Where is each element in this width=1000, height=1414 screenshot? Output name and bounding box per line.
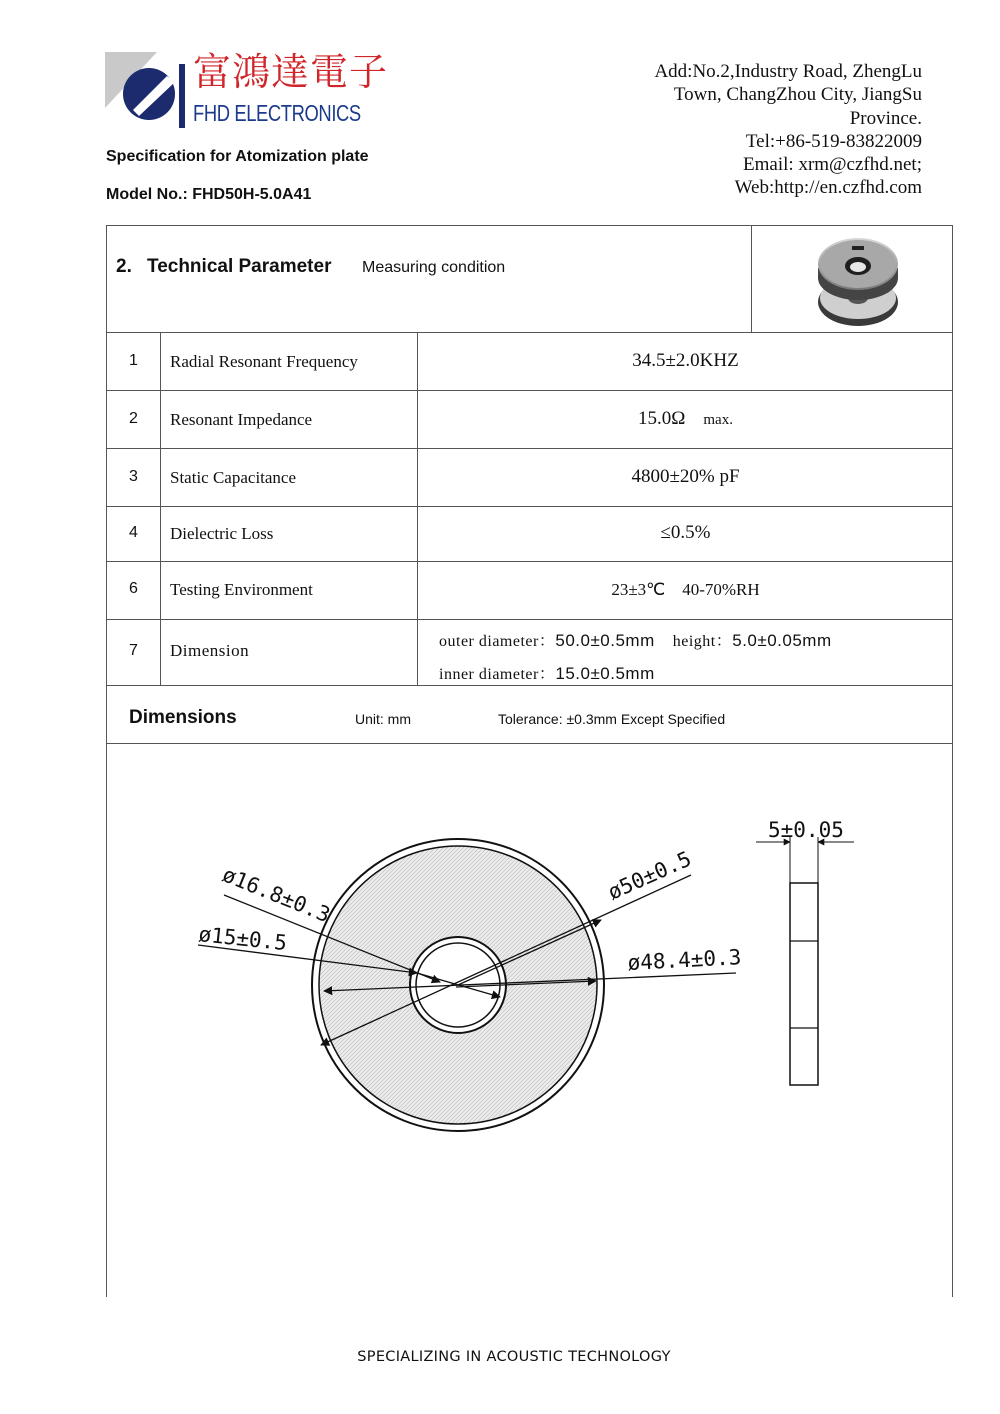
row-divider <box>107 448 952 449</box>
callout-thickness: 5±0.05 <box>768 818 844 842</box>
row-divider <box>107 506 952 507</box>
callout-d50: ø50±0.5 <box>604 846 695 905</box>
model-value: FHD50H-5.0A41 <box>192 186 312 203</box>
row-number: 3 <box>129 468 138 485</box>
param-label: Dielectric Loss <box>170 524 274 543</box>
email-line: Email: xrm@czfhd.net; <box>743 154 922 176</box>
param-label: Dimension <box>170 641 250 660</box>
row-divider <box>107 685 952 686</box>
callout-d16-8: ø16.8±0.3 <box>219 862 334 928</box>
col-divider <box>160 332 161 685</box>
address-line: Town, ChangZhou City, JiangSu <box>673 84 922 106</box>
phone-line: Tel:+86-519-83822009 <box>745 130 922 152</box>
row-number: 1 <box>129 352 138 369</box>
param-value: 4800±20% pF <box>631 466 740 487</box>
disc-side-view <box>756 837 854 1085</box>
company-name-en: FHD ELECTRONICS <box>193 100 361 126</box>
address-line: Province. <box>849 107 922 129</box>
row-number: 7 <box>129 642 138 659</box>
company-address <box>582 60 922 200</box>
param-label: Resonant Impedance <box>170 410 313 429</box>
row-number: 6 <box>129 580 138 597</box>
spec-title: Specification for Atomization plate <box>106 148 369 165</box>
technical-drawing <box>106 745 953 1301</box>
model-label: Model No.: <box>106 186 188 203</box>
row-divider <box>107 390 952 391</box>
row-divider <box>107 743 952 744</box>
web-line: Web:http://en.czfhd.com <box>734 177 922 199</box>
param-value: 23±3℃ 40-70%RH <box>611 580 760 599</box>
param-label: Testing Environment <box>170 580 313 599</box>
callout-d48-4: ø48.4±0.3 <box>627 945 742 975</box>
dimension-line-1: outer diameter：50.0±0.5mm height：5.0±0.05mm <box>439 631 832 650</box>
section-title: Technical Parameter <box>147 256 332 277</box>
dimensions-tolerance: Tolerance: ±0.3mm Except Specified <box>498 711 726 727</box>
row-number: 4 <box>129 524 138 541</box>
section-number: 2. <box>116 256 132 277</box>
footer-tagline: SPECIALIZING IN ACOUSTIC TECHNOLOGY <box>357 1349 671 1365</box>
company-logo <box>105 52 185 128</box>
dimensions-title: Dimensions <box>129 707 237 728</box>
param-suffix: max. <box>703 412 733 428</box>
dimension-line-2: inner diameter：15.0±0.5mm <box>439 664 655 683</box>
row-divider <box>107 561 952 562</box>
col-divider <box>417 332 418 685</box>
dimensions-unit: Unit: mm <box>355 711 411 727</box>
param-label: Radial Resonant Frequency <box>170 352 358 371</box>
measuring-condition: Measuring condition <box>362 259 506 276</box>
row-number: 2 <box>129 410 138 427</box>
model-number <box>106 186 311 204</box>
col-divider <box>751 226 752 332</box>
param-value: 15.0Ω max. <box>638 408 733 429</box>
param-value: ≤0.5% <box>660 522 711 543</box>
row-divider <box>107 619 952 620</box>
address-line: Add:No.2,Industry Road, ZhengLu <box>654 61 922 82</box>
callout-d15: ø15±0.5 <box>197 922 289 956</box>
product-photo <box>810 232 906 335</box>
company-name-cn: 富鴻達電子 <box>193 50 389 94</box>
param-label: Static Capacitance <box>170 468 297 487</box>
param-value: 34.5±2.0KHZ <box>632 350 739 371</box>
